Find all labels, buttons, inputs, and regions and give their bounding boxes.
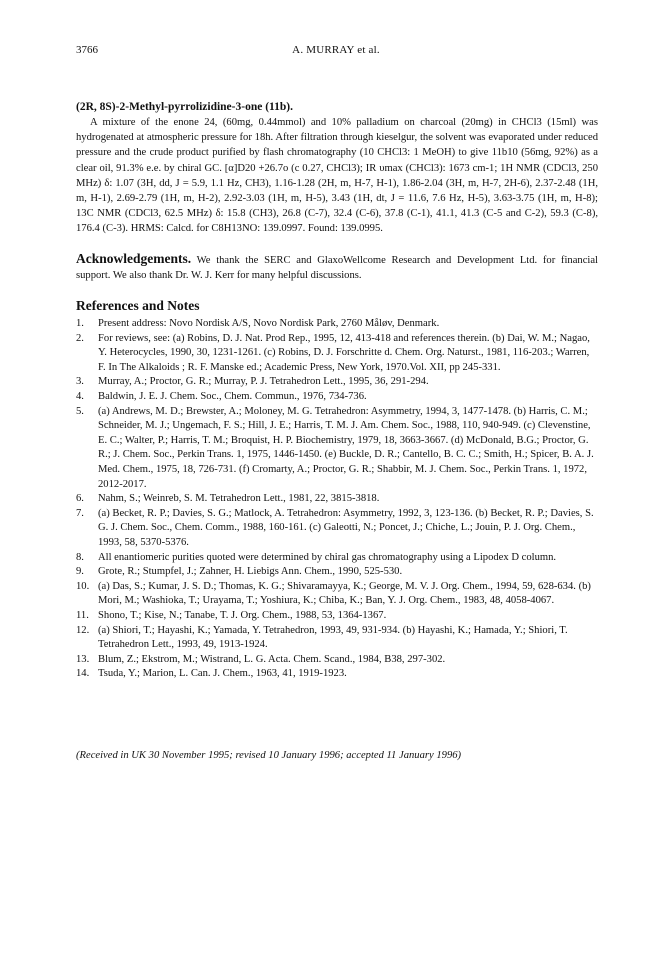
reference-text: Baldwin, J. E. J. Chem. Soc., Chem. Commun., 1976, 734-736.: [98, 391, 367, 402]
reference-number: 3.: [76, 376, 84, 388]
reference-number: 7.: [76, 507, 84, 519]
reference-text: (a) Shiori, T.; Hayashi, K.; Yamada, Y. Tetrahedron, 1993, 49, 931-934. (b) Hayashi, K.; Hamada, Y.; Shiori, T. Tetrahedron Lett., 1993, 49, 1913-1924.: [98, 624, 568, 651]
reference-text: Murray, A.; Proctor, G. R.; Murray, P. J. Tetrahedron Lett., 1995, 36, 291-294.: [98, 376, 429, 388]
reference-text: (a) Becket, R. P.; Davies, S. G.; Matlock, A. Tetrahedron: Asymmetry, 1992, 3, 123-136. (b) Becket, R. P.; Davies, S. G. J. Chem. Soc., Chem. Comm., 1988, 160-161. (c) Galeotti, N.; Poncet, J.; Chiche, L.; Jouin, P. J. Org. Chem., 1993, 58, 5370-5376.: [98, 507, 594, 548]
reference-item: [76, 390, 598, 405]
reference-number: 13.: [76, 653, 90, 665]
reference-number: 6.: [76, 493, 84, 505]
reference-number: 10.: [76, 580, 90, 592]
reference-text: Tsuda, Y.; Marion, L. Can. J. Chem., 1963, 41, 1919-1923.: [98, 668, 347, 680]
reference-number: 2.: [76, 332, 84, 344]
reference-item: [76, 609, 598, 624]
reference-item: [76, 551, 598, 566]
reference-item: [76, 580, 598, 609]
reference-item: [76, 565, 598, 580]
reference-number: 8.: [76, 551, 84, 563]
reference-item: [76, 667, 598, 682]
running-head: [76, 44, 596, 58]
reference-item: [76, 317, 598, 332]
reference-item: [76, 653, 598, 668]
acknowledgements-heading: Acknowledgements.: [76, 250, 192, 266]
reference-text: Blum, Z.; Ekstrom, M.; Wistrand, L. G. Acta. Chem. Scand., 1984, B38, 297-302.: [98, 653, 446, 665]
reference-number: 14.: [76, 668, 90, 680]
reference-text: (a) Andrews, M. D.; Brewster, A.; Moloney, M. G. Tetrahedron: Asymmetry, 1994, 3, 1477-1478. (b) Harris, C. M.; Schneider, M. J.; Ungemach, F. S.; Hill, J. E.; Harris, T. M. J. Am. Chem. Soc., 1988, 110, 940-949. (c) Clevenstine, E. C.; Walter, P.; Harris, T. M.; Broquist, H. P. Biochemistry, 1979, 18, 3663-3667. (d) McDonald, B.G.; Proctor, G. R.; J. Chem. Soc., Perkin Trans. 1, 1975, 1446-1450. (e) Buckle, D. R.; Cantello, B. C. C.; Smith, H.; Spicer, B. A. J. Med. Chem., 1975, 18, 726-731. (f) Cromarty, A.; Proctor, G. R.; Shabbir, M. J. Chem. Soc., Perkin Trans. 1, 1972, 2012-2017.: [98, 405, 594, 490]
compound-title: (2R, 8S)-2-Methyl-pyrrolizidine-3-one (11b).: [76, 101, 293, 113]
experimental-paragraph: A mixture of the enone 24, (60mg, 0.44mmol) and 10% palladium on charcoal (20mg) in CHCl3 (15ml) was hydrogenated at atmospheric pressure for 18h. After filtration through kieselgur, the solvent was evaporated under reduced pressure and the crude product purified by flash chromatography (10 CHCl3: 1 MeOH) to give 11b10 (56mg, 92%) as a clear oil, 91.3% e.e. by chiral GC. [α]D20 +26.7o (c 0.27, CHCl3); IR υmax (CHCl3): 1673 cm-1; 1H NMR (CDCl3, 250 MHz) δ: 1.07 (3H, dd, J = 5.9, 1.1 Hz, CH3), 1.16-1.28 (2H, m, H-7, H-1), 1.86-2.04 (3H, m, H-7, 2H-6), 2.37-2.48 (1H, m, H-1), 2.69-2.79 (1H, m, H-2), 2.92-3.03 (1H, m, H-5), 3.43 (1H, dt, J = 11.6, 7.6 Hz, H-5), 3.63-3.75 (1H, m, H-8); 13C NMR (CDCl3, 62.5 MHz) δ: 15.8 (CH3), 26.8 (C-7), 32.4 (C-6), 37.8 (C-1), 41.1, 41.3 (C-5 and C-2), 59.3 (C-8), 176.4 (C-3). HRMS: Calcd. for C8H13NO: 139.0997. Found: 139.0995.: [76, 117, 598, 235]
reference-text: Shono, T.; Kise, N.; Tanabe, T. J. Org. Chem., 1988, 53, 1364-1367.: [98, 609, 387, 621]
acknowledgements-section: [76, 251, 598, 283]
reference-number: 9.: [76, 566, 84, 578]
reference-number: 4.: [76, 391, 84, 402]
reference-text: (a) Das, S.; Kumar, J. S. D.; Thomas, K. G.; Shivaramayya, K.; George, M. V. J. Org. Chem., 1994, 59, 628-634. (b) Mori, M.; Washioka, T.; Urayama, T.; Yoshiura, K.; Chiba, K.; Ban, Y. J. Org. Chem., 1983, 48, 4058-4067.: [98, 580, 591, 607]
reference-item: [76, 507, 598, 551]
reference-number: 12.: [76, 624, 90, 636]
reference-text: Nahm, S.; Weinreb, S. M. Tetrahedron Lett., 1981, 22, 3815-3818.: [98, 493, 380, 505]
reference-item: [76, 492, 598, 507]
received-dates: (Received in UK 30 November 1995; revised 10 January 1996; accepted 11 January 1996): [76, 750, 462, 761]
reference-item: [76, 332, 598, 376]
reference-text: For reviews, see: (a) Robins, D. J. Nat. Prod Rep., 1995, 12, 413-418 and references therein. (b) Dai, W. M.; Nagao, Y. Heterocycles, 1990, 30, 1231-1261. (c) Robins, D. J. Forschritte d. Chem. Org. Naturst., 1981, 116-203.; Warren, F. In The Alkaloids ; R. F. Manske ed.; Academic Press, New York, 1970.Vol. XII, pp 245-331.: [98, 332, 590, 373]
reference-text: Grote, R.; Stumpfel, J.; Zahner, H. Liebigs Ann. Chem., 1990, 525-530.: [98, 566, 403, 578]
references-heading: References and Notes: [76, 298, 200, 314]
reference-text: Present address: Novo Nordisk A/S, Novo Nordisk Park, 2760 Måløv, Denmark.: [98, 318, 440, 330]
reference-number: 11.: [76, 609, 89, 621]
reference-number: 1.: [76, 318, 84, 330]
reference-item: [76, 405, 598, 493]
reference-item: [76, 375, 598, 390]
reference-text: All enantiomeric purities quoted were determined by chiral gas chromatography using a Lipodex D column.: [98, 551, 557, 563]
main-content: [76, 100, 598, 682]
acknowledgements-text: We thank the SERC and GlaxoWellcome Research and Development Ltd. for financial support. We also thank Dr. W. J. Kerr for many helpful discussions.: [76, 254, 598, 281]
running-head-authors: A. MURRAY et al.: [292, 44, 380, 56]
reference-item: [76, 624, 598, 653]
page-number: 3766: [76, 44, 98, 56]
reference-number: 5.: [76, 405, 84, 417]
references-list: [76, 317, 598, 682]
